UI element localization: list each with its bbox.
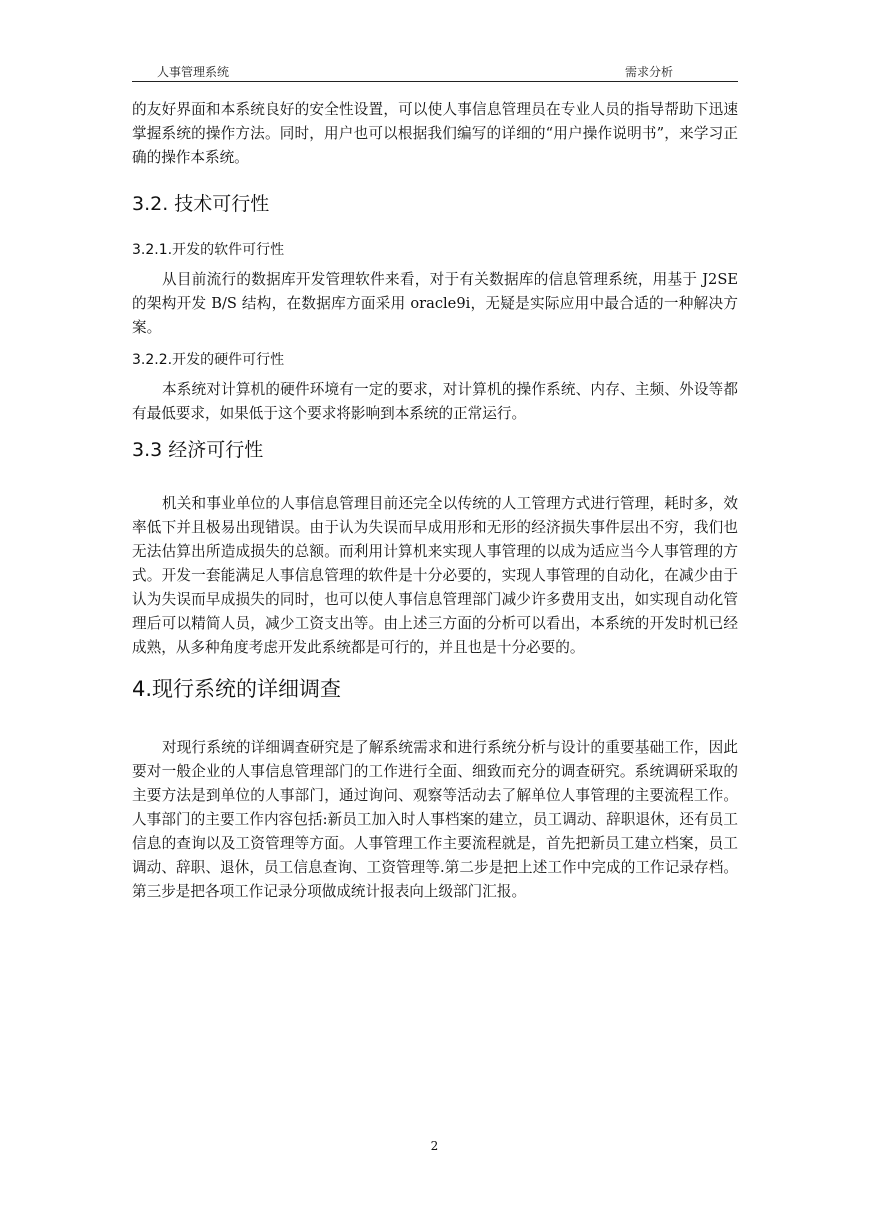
header-chapter-title: 需求分析 [624, 65, 673, 79]
section-3-2-2-paragraph: 本系统对计算机的硬件环境有一定的要求，对计算机的操作系统、内存、主频、外设等都有最低要求，如果低于这个要求将影响到本系统的正常运行。 [132, 381, 738, 422]
section-3-3-heading: 3.3 经济可行性 [132, 439, 264, 461]
header-doc-title: 人事管理系统 [157, 65, 230, 79]
section-3-2-2-heading: 3.2.2.开发的硬件可行性 [132, 352, 285, 368]
page-header [132, 60, 738, 82]
section-3-2-1-paragraph: 从目前流行的数据库开发管理软件来看，对于有关数据库的信息管理系统，用基于 J2SE 的架构开发 B/S 结构，在数据库方面采用 oracle9i，无疑是实际应用中最合适的一种解决方案。 [132, 271, 738, 336]
page-number: 2 [430, 1139, 439, 1153]
page-body [132, 98, 738, 904]
section-3-2-heading: 3.2. 技术可行性 [132, 193, 270, 215]
section-4-paragraph: 对现行系统的详细调查研究是了解系统需求和进行系统分析与设计的重要基础工作，因此要对一般企业的人事信息管理部门的工作进行全面、细致而充分的调查研究。系统调研采取的主要方法是到单位的人事部门，通过询问、观察等活动去了解单位人事管理的主要流程工作。人事部门的主要工作内容包括:新员工加入时人事档案的建立，员工调动、辞职退休，还有员工信息的查询以及工资管理等方面。人事管理工作主要流程就是，首先把新员工建立档案，员工调动、辞职、退休，员工信息查询、工资管理等.第二步是把上述工作中完成的工作记录存档。第三步是把各项工作记录分项做成统计报表向上级部门汇报。 [132, 739, 738, 900]
section-3-2-1-heading: 3.2.1.开发的软件可行性 [132, 242, 285, 258]
section-4-heading: 4.现行系统的详细调查 [132, 677, 342, 701]
intro-paragraph: 的友好界面和本系统良好的安全性设置，可以使人事信息管理员在专业人员的指导帮助下迅速掌握系统的操作方法。同时，用户也可以根据我们编写的详细的“用户操作说明书”，来学习正确的操作本系统。 [132, 101, 738, 166]
section-3-3-paragraph: 机关和事业单位的人事信息管理目前还完全以传统的人工管理方式进行管理，耗时多，效率低下并且极易出现错误。由于认为失误而早成用形和无形的经济损失事件层出不穷，我们也无法估算出所造成损失的总额。而利用计算机来实现人事管理的以成为适应当今人事管理的方式。开发一套能满足人事信息管理的软件是十分必要的，实现人事管理的自动化，在减少由于认为失误而早成损失的同时，也可以使人事信息管理部门减少许多费用支出，如实现自动化管理后可以精简人员，减少工资支出等。由上述三方面的分析可以看出，本系统的开发时机已经成熟，从多种角度考虑开发此系统都是可行的，并且也是十分必要的。 [132, 495, 738, 656]
